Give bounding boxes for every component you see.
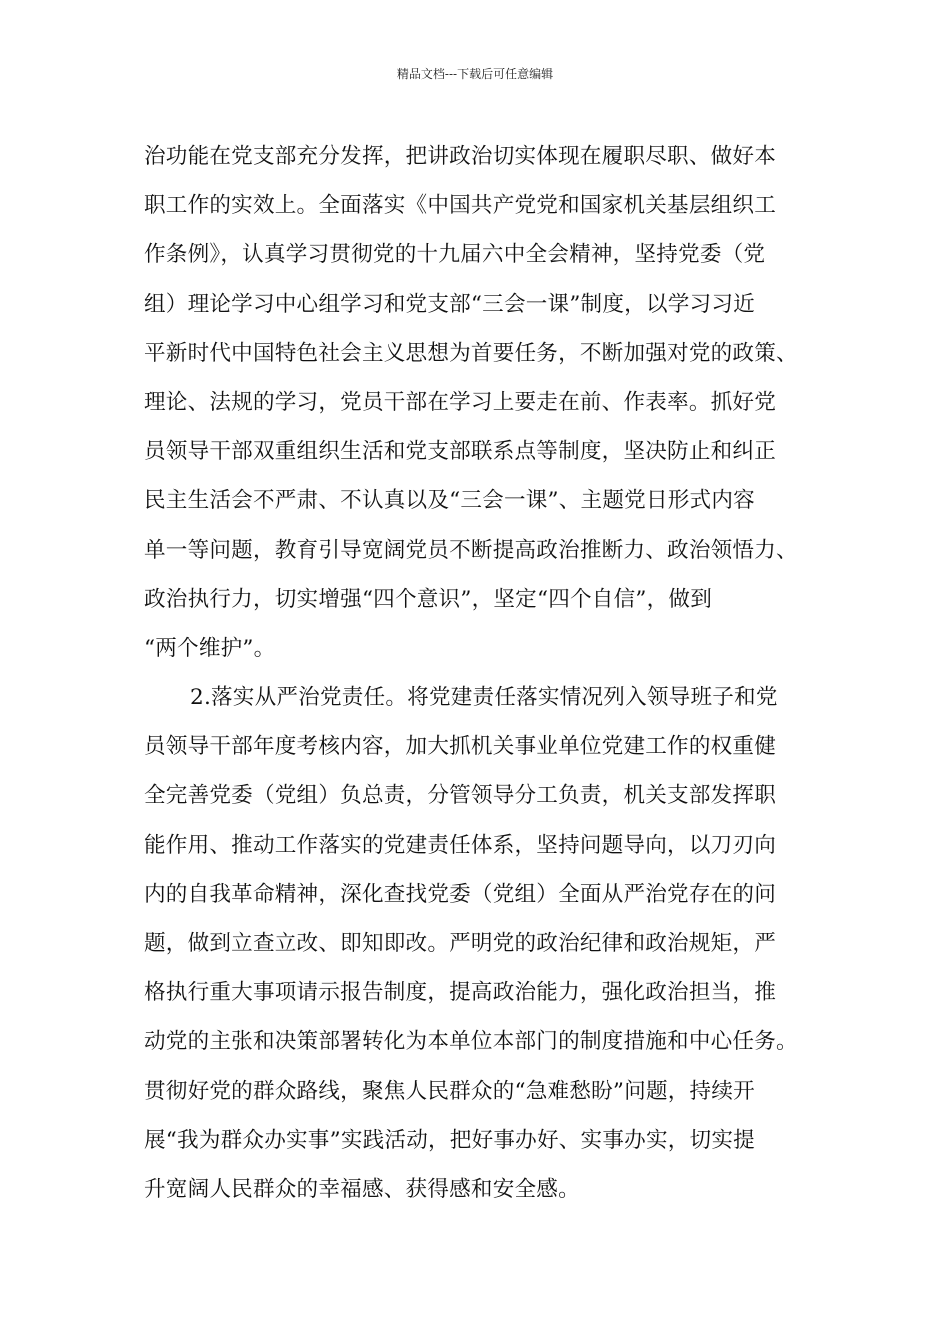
text-line: 治功能在党支部充分发挥，把讲政治切实体现在履职尽职、做好本 — [144, 144, 777, 169]
text-line: 组）理论学习中心组学习和党支部“三会一课”制度，以学习习近 — [144, 291, 755, 317]
text-line: 职工作的实效上。全面落实《中国共产党党和国家机关基层组织工 — [144, 193, 777, 219]
paragraph-start-line: 2.落实从严治党责任。将党建责任落实情况列入领导班子和党 — [190, 685, 778, 711]
text-line: 员领导干部年度考核内容，加大抓机关事业单位党建工作的权重健 — [144, 734, 777, 760]
text-line: 员领导干部双重组织生活和党支部联系点等制度，坚决防止和纠正 — [144, 439, 777, 465]
text-line: 展“我为群众办实事”实践活动，把好事办好、实事办实，切实提 — [144, 1127, 755, 1153]
text-line: 理论、法规的学习，党员干部在学习上要走在前、作表率。抓好党 — [144, 389, 777, 415]
text-line: 题，做到立查立改、即知即改。严明党的政治纪律和政治规矩，严 — [144, 931, 777, 956]
text-line: 动党的主张和决策部署转化为本单位本部门的制度措施和中心任务。 — [144, 1029, 798, 1055]
text-line: 民主生活会不严肃、不认真以及“三会一课”、主题党日形式内容 — [144, 488, 755, 514]
text-line: 贯彻好党的群众路线，聚焦人民群众的“急难愁盼”问题，持续开 — [144, 1078, 755, 1104]
body-text — [144, 132, 814, 1214]
text-line: 能作用、推动工作落实的党建责任体系，坚持问题导向，以刀刃向 — [144, 832, 777, 858]
text-line: 格执行重大事项请示报告制度，提高政治能力，强化政治担当，推 — [144, 980, 777, 1006]
text-line: 全完善党委（党组）负总责，分管领导分工负责，机关支部发挥职 — [144, 783, 777, 809]
text-line: 作条例》，认真学习贯彻党的十九届六中全会精神，坚持党委（党 — [144, 242, 766, 268]
page-header: 精品文档---下载后可任意编辑 — [396, 67, 554, 81]
text-line: 平新时代中国特色社会主义思想为首要任务，不断加强对党的政策、 — [144, 340, 798, 366]
text-line: 升宽阔人民群众的幸福感、获得感和安全感。 — [144, 1176, 580, 1202]
text-line: “两个维护”。 — [144, 635, 276, 661]
text-line: 政治执行力，切实增强“四个意识”，坚定“四个自信”，做到 — [144, 586, 713, 612]
text-line: 内的自我革命精神，深化查找党委（党组）全面从严治党存在的问 — [144, 881, 777, 907]
text-line: 单一等问题，教育引导宽阔党员不断提高政治推断力、政治领悟力、 — [144, 537, 798, 563]
